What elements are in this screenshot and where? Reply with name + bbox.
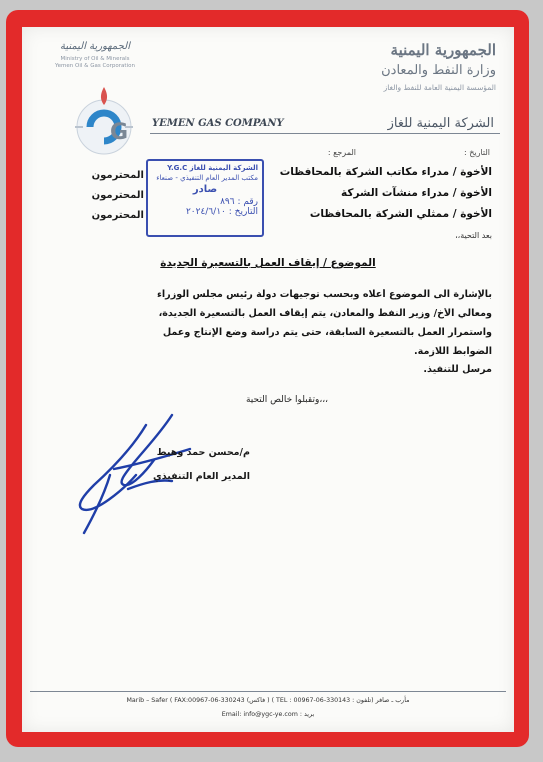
stamp-number: رقم : ٨٩٦ — [220, 197, 258, 207]
right-header-republic: الجمهورية اليمنية — [390, 41, 496, 59]
addressee-1: الأخوة / مدراء مكاتب الشركة بالمحافظات — [279, 166, 492, 178]
reference-label: المرجع : — [327, 148, 356, 157]
addressee-suffix-1: المحترمون — [91, 170, 144, 181]
right-header-ministry: وزارة النفط والمعادن — [381, 63, 496, 78]
svg-text:G: G — [110, 120, 129, 145]
date-label: التاريخ : — [463, 148, 490, 157]
body-line-2: ومعالي الأخ/ وزير النفط والمعادن، يتم إيقاف العمل بالتسعيرة الجديدة، — [158, 308, 492, 319]
ygc-logo — [66, 83, 142, 163]
left-header-arabic-title: الجمهورية اليمنية — [59, 41, 130, 52]
stamp-office: مكتب المدير العام التنفيذي - صنعاء — [156, 174, 258, 182]
addressee-suffix-3: المحترمون — [91, 210, 144, 221]
footer-email: Email: info@ygc-ye.com : بريد — [221, 711, 315, 718]
body-line-1: بالإشارة الى الموضوع أعلاه وبحسب توجيهات دولة رئيس مجلس الوزراء — [156, 289, 492, 300]
signatory-title: المدير العام التنفيذي — [153, 471, 250, 482]
letter-page — [22, 27, 514, 732]
greeting: بعد التحية،، — [455, 231, 492, 240]
body-line-4: الضوابط اللازمة. — [414, 346, 492, 357]
signatory-name: م/محسن حمد وهيط — [156, 447, 250, 458]
stamp-outgoing-word: صادر — [192, 184, 218, 195]
left-header-corporation: Yemen Oil & Gas Corporation — [55, 63, 135, 69]
company-name-arabic: الشركة اليمنية للغاز — [387, 116, 494, 131]
closing-greeting: وتقبلوا خالص التحية،،، — [245, 395, 329, 405]
addressee-3: الأخوة / ممثلي الشركة بالمحافظات — [309, 208, 492, 220]
stamp-date: التاريخ : ٢٠٢٤/٦/١٠ — [185, 207, 258, 217]
footer-rule — [30, 691, 506, 692]
stamp-company: الشركة اليمنية للغاز Y.G.C — [167, 164, 258, 172]
header-rule-top — [150, 133, 500, 134]
addressee-suffix-2: المحترمون — [91, 190, 144, 201]
addressee-2: الأخوة / مدراء منشآت الشركة — [341, 187, 492, 199]
body-line-3: واستمرار العمل بالتسعيرة السابقة، حتى يتم دراسة وضع الإنتاج وعمل — [162, 327, 492, 338]
letter-subject: الموضوع / إيقاف العمل بالتسعيرة الجديدة — [160, 257, 376, 269]
left-header-ministry: Ministry of Oil & Minerals — [60, 56, 130, 62]
right-header-corporation: المؤسسة اليمنية العامة للنفط والغاز — [383, 83, 496, 92]
body-line-5: مرسل للتنفيذ. — [423, 364, 492, 375]
company-name-english: YEMEN GAS COMPANY — [152, 118, 284, 129]
footer-contacts: Marib – Safer ( FAX:00967-06-330243 (فاكس ) ( TEL : 00967-06-330143 : مأرب ـ صافر (تلفون — [126, 697, 410, 704]
